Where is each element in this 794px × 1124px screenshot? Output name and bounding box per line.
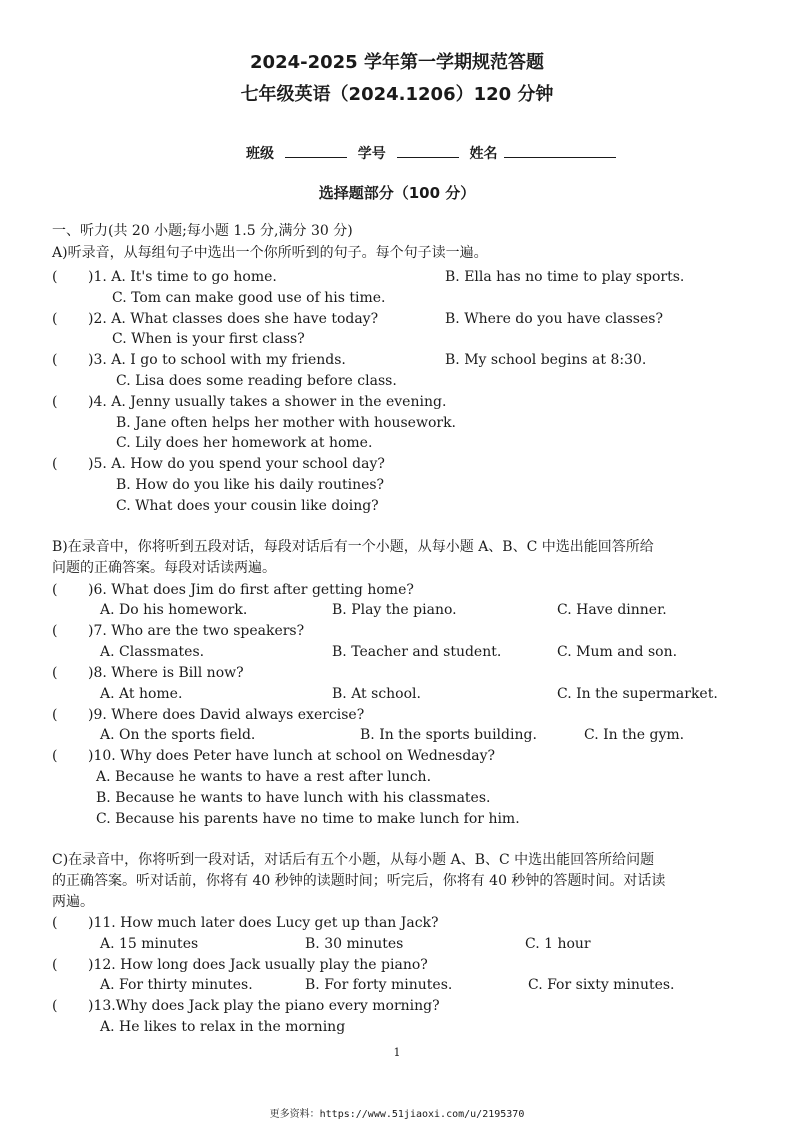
question-1-option-c: C. Tom can make good use of his time. (112, 290, 386, 306)
question-4-option-c: C. Lily does her homework at home. (116, 435, 373, 451)
question-13-option-a: A. He likes to relax in the morning (100, 1019, 346, 1035)
question-3: )3. A. I go to school with my friends. (88, 352, 346, 368)
question-4-option-b: B. Jane often helps her mother with housework. (116, 415, 457, 431)
question-10-option-c: C. Because his parents have no time to make lunch for him. (96, 811, 520, 827)
question-7-option-c: C. Mum and son. (557, 644, 678, 660)
exam-subtitle: 七年级英语（2024.1206）120 分钟 (240, 84, 554, 105)
question-5: )5. A. How do you spend your school day? (88, 456, 385, 472)
student-info-row (246, 143, 616, 163)
question-2-option-b: B. Where do you have classes? (445, 311, 663, 327)
section-b-instruction-line-1: B)在录音中，你将听到五段对话，每段对话后有一个小题，从每小题 A、B、C 中选出能回答所给 (52, 539, 654, 555)
listening-heading: 一、听力(共 20 小题;每小题 1.5 分,满分 30 分) (52, 223, 353, 239)
question-10-option-a: A. Because he wants to have a rest after lunch. (96, 769, 432, 785)
question-3-option-b: B. My school begins at 8:30. (445, 352, 647, 368)
answer-paren: ( (52, 665, 58, 681)
class-blank (285, 143, 347, 158)
answer-paren: ( (52, 707, 58, 723)
section-title: 选择题部分（100 分） (318, 184, 476, 202)
question-10-option-b: B. Because he wants to have lunch with his classmates. (96, 790, 491, 806)
footer-source: 更多资料：https://www.51jiaoxi.com/u/2195370 (269, 1109, 525, 1120)
question-6-option-b: B. Play the piano. (332, 602, 457, 618)
question-6-option-c: C. Have dinner. (557, 602, 667, 618)
question-13: )13.Why does Jack play the piano every morning? (88, 998, 440, 1014)
answer-paren: ( (52, 957, 58, 973)
question-11-option-a: A. 15 minutes (100, 936, 199, 952)
question-9-option-a: A. On the sports field. (100, 727, 256, 743)
student-no-label: 学号 (357, 146, 386, 162)
question-1-option-b: B. Ella has no time to play sports. (445, 269, 685, 285)
question-5-option-c: C. What does your cousin like doing? (116, 498, 379, 514)
section-a-instruction: A)听录音，从每组句子中选出一个你所听到的句子。每个句子读一遍。 (52, 245, 488, 261)
name-blank (504, 143, 616, 158)
question-7: )7. Who are the two speakers? (88, 623, 305, 639)
question-11: )11. How much later does Lucy get up than Jack? (88, 915, 439, 931)
class-label: 班级 (246, 146, 274, 162)
question-8: )8. Where is Bill now? (88, 665, 244, 681)
section-c-instruction-line-2: 的正确答案。听对话前，你将有 40 秒钟的读题时间；听完后，你将有 40 秒钟的答题时间。对话读 (52, 873, 666, 889)
question-3-option-c: C. Lisa does some reading before class. (116, 373, 397, 389)
question-12-option-a: A. For thirty minutes. (100, 977, 253, 993)
question-12-option-b: B. For forty minutes. (305, 977, 453, 993)
question-8-option-b: B. At school. (332, 686, 421, 702)
question-9: )9. Where does David always exercise? (88, 707, 365, 723)
page-number: 1 (393, 1046, 401, 1059)
question-4: )4. A. Jenny usually takes a shower in the evening. (88, 394, 447, 410)
question-7-option-a: A. Classmates. (100, 644, 205, 660)
answer-paren: ( (52, 582, 58, 598)
answer-paren: ( (52, 915, 58, 931)
section-b-instruction-line-2: 问题的正确答案。每段对话读两遍。 (52, 560, 276, 576)
section-c-instruction-line-1: C)在录音中，你将听到一段对话，对话后有五个小题，从每小题 A、B、C 中选出能回答所给问题 (52, 852, 655, 868)
question-12-option-c: C. For sixty minutes. (528, 977, 675, 993)
question-6-option-a: A. Do his homework. (100, 602, 248, 618)
question-12: )12. How long does Jack usually play the piano? (88, 957, 428, 973)
question-1: )1. A. It's time to go home. (88, 269, 277, 285)
answer-paren: ( (52, 311, 58, 327)
question-2: )2. A. What classes does she have today? (88, 311, 379, 327)
answer-paren: ( (52, 269, 58, 285)
exam-title: 2024-2025 学年第一学期规范答题 (250, 52, 544, 73)
answer-paren: ( (52, 352, 58, 368)
answer-paren: ( (52, 748, 58, 764)
question-7-option-b: B. Teacher and student. (332, 644, 502, 660)
section-c-instruction-line-3: 两遍。 (52, 894, 94, 910)
answer-paren: ( (52, 394, 58, 410)
question-10: )10. Why does Peter have lunch at school on Wednesday? (88, 748, 496, 764)
answer-paren: ( (52, 998, 58, 1014)
question-6: )6. What does Jim do first after getting home? (88, 582, 414, 598)
answer-paren: ( (52, 456, 58, 472)
question-8-option-c: C. In the supermarket. (557, 686, 718, 702)
student-no-blank (397, 143, 459, 158)
name-label: 姓名 (469, 146, 498, 162)
question-11-option-c: C. 1 hour (525, 936, 591, 952)
question-9-option-b: B. In the sports building. (360, 727, 537, 743)
question-8-option-a: A. At home. (100, 686, 183, 702)
question-2-option-c: C. When is your first class? (112, 331, 305, 347)
question-9-option-c: C. In the gym. (584, 727, 685, 743)
question-11-option-b: B. 30 minutes (305, 936, 404, 952)
answer-paren: ( (52, 623, 58, 639)
question-5-option-b: B. How do you like his daily routines? (116, 477, 385, 493)
